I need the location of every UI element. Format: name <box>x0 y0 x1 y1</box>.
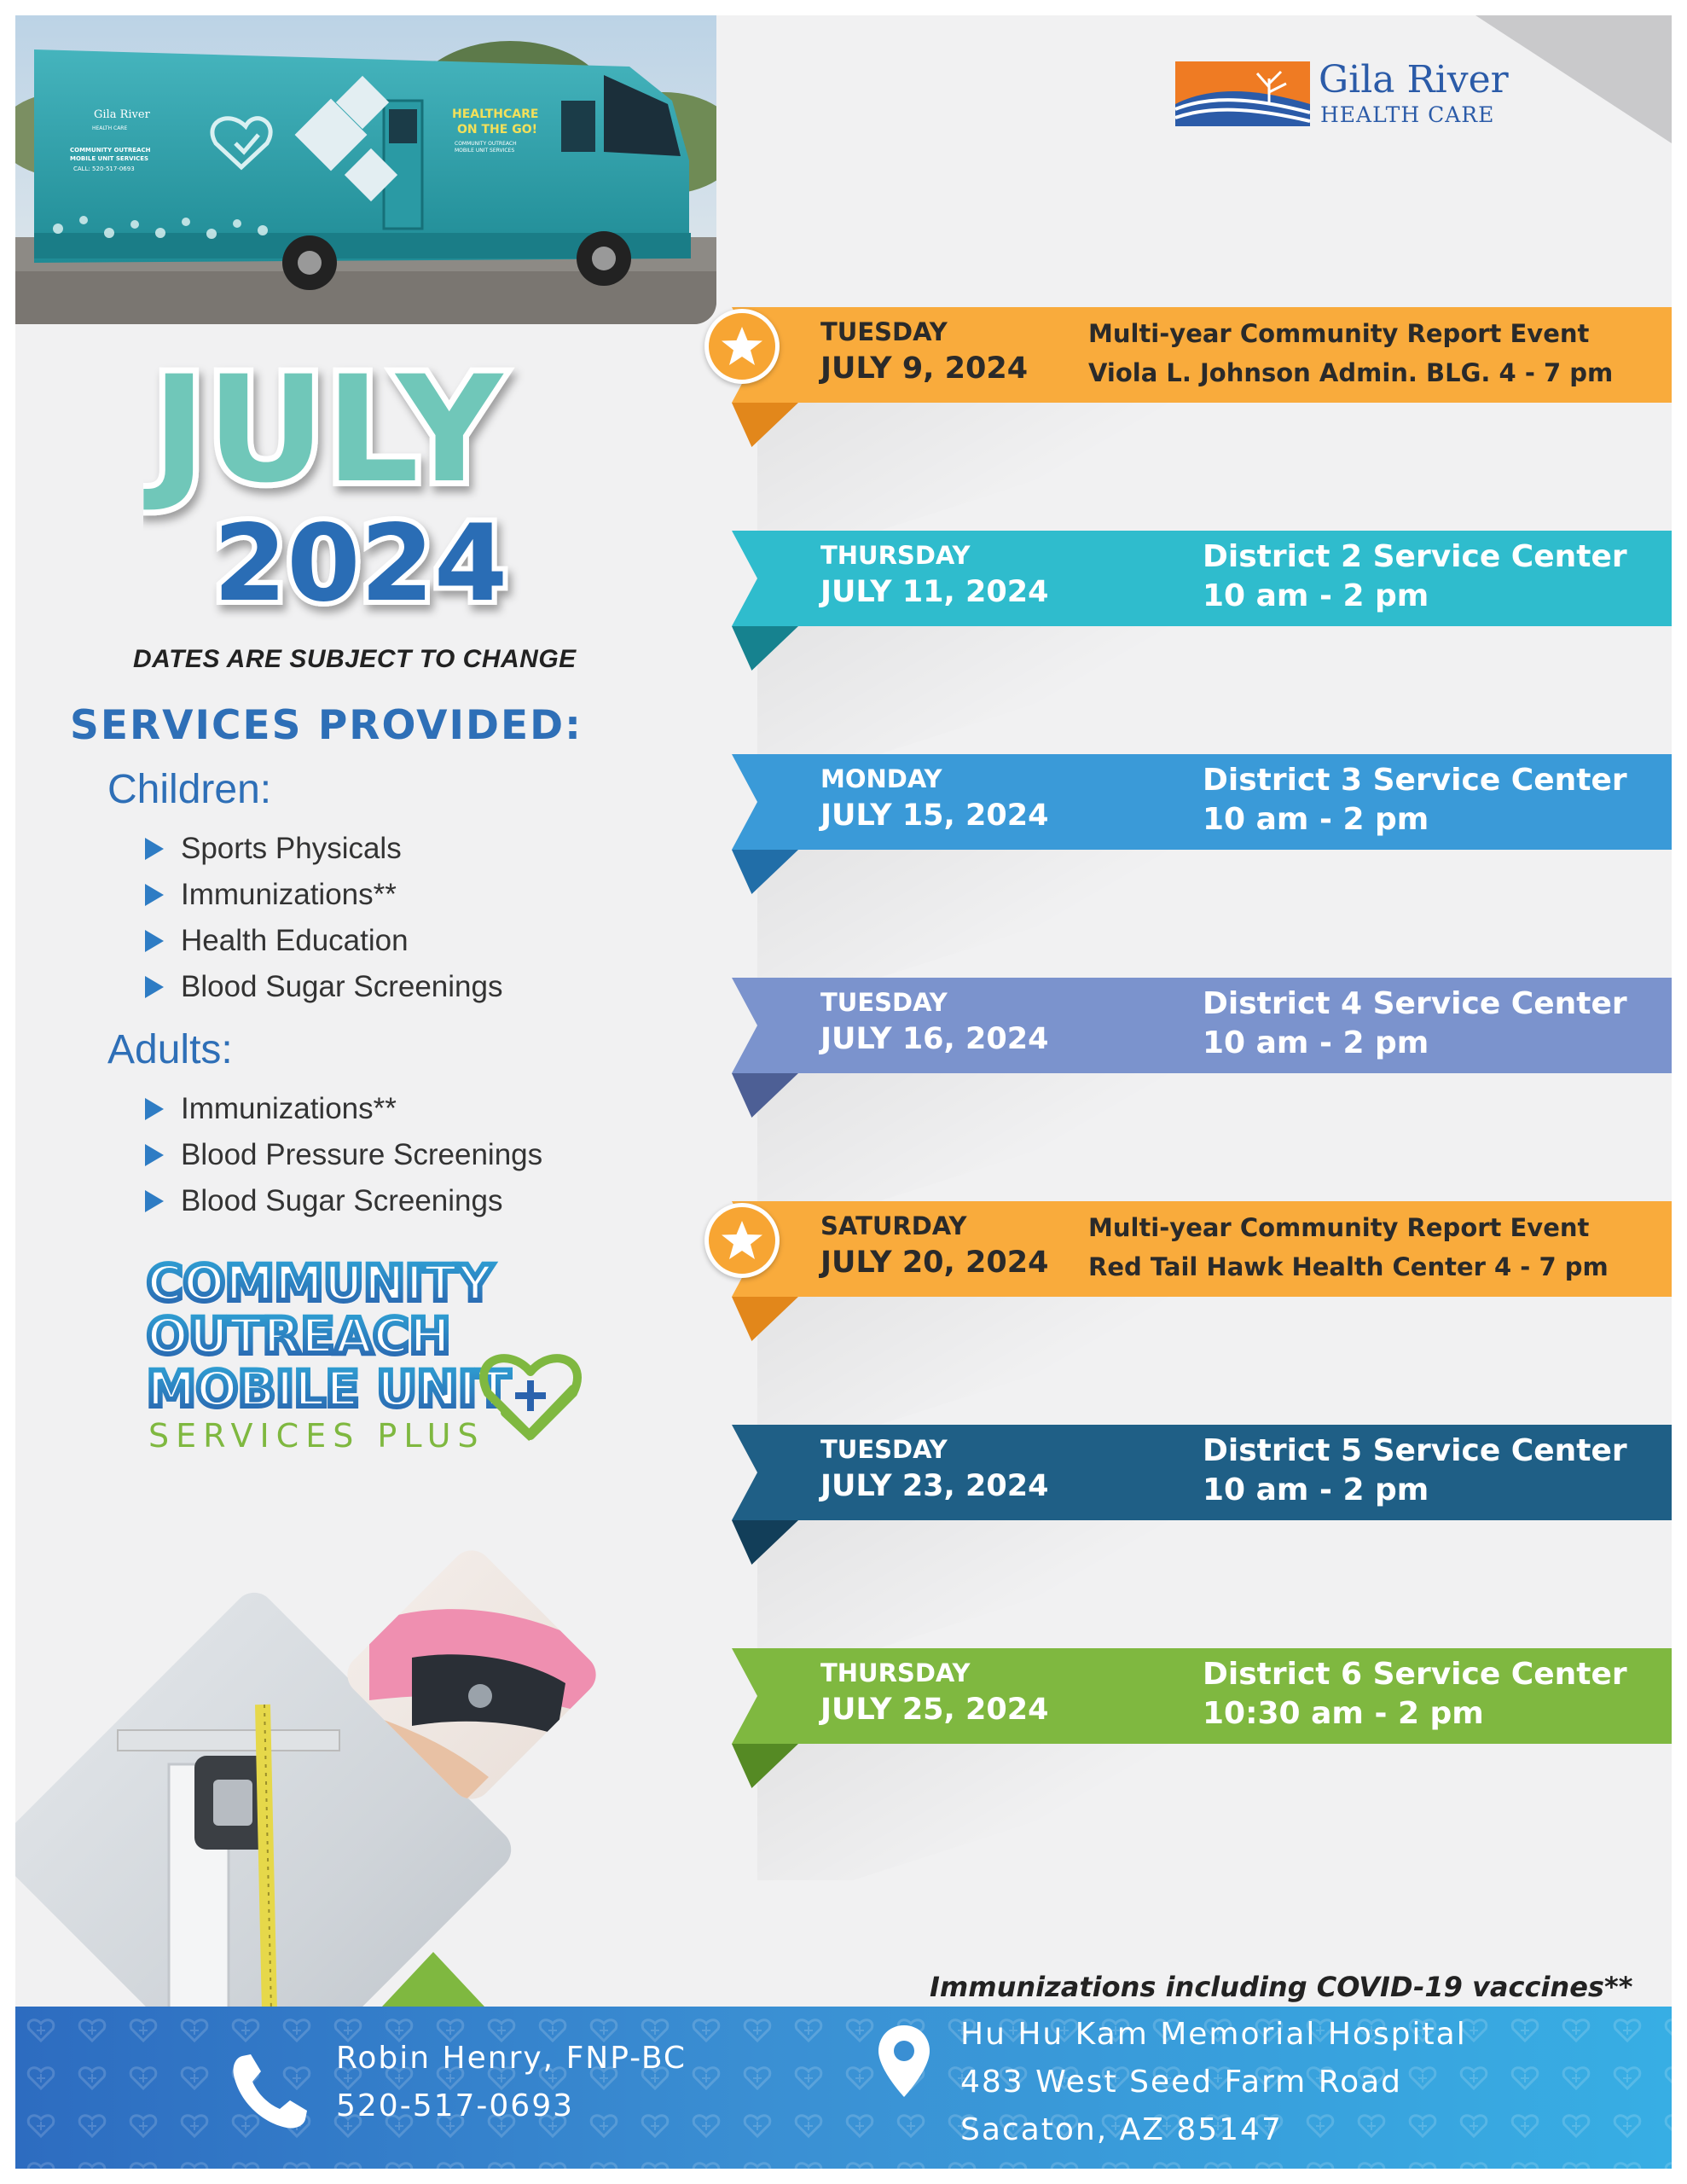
service-label: Blood Sugar Screenings <box>181 970 503 1003</box>
month-year-heading <box>143 340 621 621</box>
ribbon-shadow <box>757 1744 1235 1880</box>
event-location: District 2 Service Center <box>1203 539 1627 574</box>
services-title: SERVICES PROVIDED: <box>70 702 583 749</box>
event-location: Multi-year Community Report Event <box>1088 1213 1590 1242</box>
bus-side-line: CALL: 520-517-0693 <box>73 166 135 172</box>
green-accent-triangle <box>382 1952 484 2007</box>
bus-side-line: MOBILE UNIT SERVICES <box>70 155 149 162</box>
star-icon <box>704 309 780 384</box>
bus-side-brand: Gila River <box>94 108 150 121</box>
adults-services-list <box>145 1086 542 1224</box>
event-ribbon <box>732 1201 1672 1297</box>
triangle-bullet-icon <box>145 1098 164 1120</box>
list-item <box>145 1086 542 1132</box>
event-day: MONDAY <box>820 764 942 793</box>
address-line: Sacaton, AZ 85147 <box>960 2112 1283 2147</box>
month-title: JULY <box>152 344 503 515</box>
service-label: Immunizations** <box>181 878 397 911</box>
gila-river-logo <box>1175 56 1533 133</box>
triangle-bullet-icon <box>145 976 164 998</box>
event-location: Multi-year Community Report Event <box>1088 319 1590 348</box>
children-title: Children: <box>107 767 272 812</box>
triangle-bullet-icon <box>145 930 164 952</box>
list-item <box>145 1132 542 1178</box>
list-item <box>145 826 502 872</box>
list-item <box>145 872 502 918</box>
list-item <box>145 1178 542 1224</box>
event-day: THURSDAY <box>820 1658 971 1687</box>
community-outreach-logo <box>130 1252 607 1474</box>
triangle-bullet-icon <box>145 1144 164 1166</box>
immunization-footnote: Immunizations including COVID-19 vaccines** <box>930 1971 1633 2003</box>
flyer-page <box>15 15 1672 2169</box>
bus-side-brand-sub: HEALTH CARE <box>92 125 128 131</box>
ribbon-shadow <box>757 1297 1235 1433</box>
bus-slogan: HEALTHCARE <box>452 107 539 121</box>
ribbon-shadow <box>757 403 1235 539</box>
adults-title: Adults: <box>107 1027 233 1072</box>
triangle-bullet-icon <box>145 1190 164 1212</box>
program-logo-line: MOBILE UNIT <box>147 1360 511 1418</box>
list-item <box>145 964 502 1010</box>
event-date: JULY 15, 2024 <box>820 799 1049 833</box>
event-date: JULY 16, 2024 <box>820 1022 1049 1056</box>
service-label: Blood Pressure Screenings <box>181 1138 543 1171</box>
bus-slogan-sub: MOBILE UNIT SERVICES <box>455 148 515 154</box>
phone-icon <box>227 2049 312 2135</box>
event-date: JULY 11, 2024 <box>820 575 1049 609</box>
service-label: Immunizations** <box>181 1092 397 1125</box>
mobile-unit-bus-photo <box>15 15 716 324</box>
event-time: 10 am - 2 pm <box>1203 802 1429 837</box>
ribbon-shadow <box>757 850 1235 986</box>
event-location: District 5 Service Center <box>1203 1433 1627 1468</box>
event-ribbon <box>732 307 1672 403</box>
event-ribbon <box>732 1648 1672 1744</box>
program-logo-line: COMMUNITY <box>147 1254 494 1312</box>
star-icon <box>704 1203 780 1278</box>
event-date: JULY 9, 2024 <box>820 351 1029 386</box>
event-day: TUESDAY <box>820 317 948 346</box>
event-location: District 4 Service Center <box>1203 986 1627 1021</box>
dates-subject-note: DATES ARE SUBJECT TO CHANGE <box>133 645 577 673</box>
contact-footer <box>15 2007 1672 2169</box>
bus-slogan-sub: COMMUNITY OUTREACH <box>455 141 517 147</box>
event-time: Viola L. Johnson Admin. BLG. 4 - 7 pm <box>1088 358 1614 387</box>
event-ribbon <box>732 754 1672 850</box>
service-label: Sports Physicals <box>181 832 402 865</box>
contact-name: Robin Henry, FNP-BC <box>336 2041 687 2076</box>
event-ribbon <box>732 978 1672 1073</box>
program-logo-tagline: SERVICES PLUS <box>148 1417 485 1455</box>
logo-title: Gila River <box>1319 58 1509 102</box>
event-time: 10 am - 2 pm <box>1203 1472 1429 1507</box>
ribbon-shadow <box>757 1073 1235 1210</box>
event-time: Red Tail Hawk Health Center 4 - 7 pm <box>1088 1252 1609 1281</box>
bus-slogan: ON THE GO! <box>457 123 537 136</box>
bus-side-line: COMMUNITY OUTREACH <box>70 147 151 154</box>
event-location: District 6 Service Center <box>1203 1657 1627 1692</box>
list-item <box>145 918 502 964</box>
triangle-bullet-icon <box>145 884 164 906</box>
event-time: 10 am - 2 pm <box>1203 578 1429 613</box>
children-services-list <box>145 826 502 1010</box>
event-date: JULY 23, 2024 <box>820 1469 1049 1503</box>
event-date: JULY 20, 2024 <box>820 1246 1049 1280</box>
logo-subtitle: HEALTH CARE <box>1320 102 1495 127</box>
address-line: Hu Hu Kam Memorial Hospital <box>960 2017 1467 2052</box>
event-day: SATURDAY <box>820 1211 967 1240</box>
contact-phone[interactable]: 520-517-0693 <box>336 2088 575 2123</box>
ribbon-shadow <box>757 626 1235 763</box>
gila-river-logo-mark <box>1175 61 1310 126</box>
event-ribbon <box>732 1425 1672 1520</box>
ribbon-shadow <box>757 1520 1235 1657</box>
event-time: 10 am - 2 pm <box>1203 1025 1429 1060</box>
event-ribbon <box>732 531 1672 626</box>
event-date: JULY 25, 2024 <box>820 1693 1049 1727</box>
program-logo-line: OUTREACH <box>147 1307 451 1365</box>
event-day: THURSDAY <box>820 541 971 570</box>
service-label: Blood Sugar Screenings <box>181 1184 503 1217</box>
location-pin-icon <box>877 2024 931 2099</box>
year-title: 2024 <box>213 502 508 621</box>
event-time: 10:30 am - 2 pm <box>1203 1696 1484 1731</box>
service-label: Health Education <box>181 924 409 957</box>
event-day: TUESDAY <box>820 1435 948 1464</box>
address-line: 483 West Seed Farm Road <box>960 2065 1403 2100</box>
triangle-bullet-icon <box>145 838 164 860</box>
event-location: District 3 Service Center <box>1203 763 1627 798</box>
event-day: TUESDAY <box>820 988 948 1017</box>
